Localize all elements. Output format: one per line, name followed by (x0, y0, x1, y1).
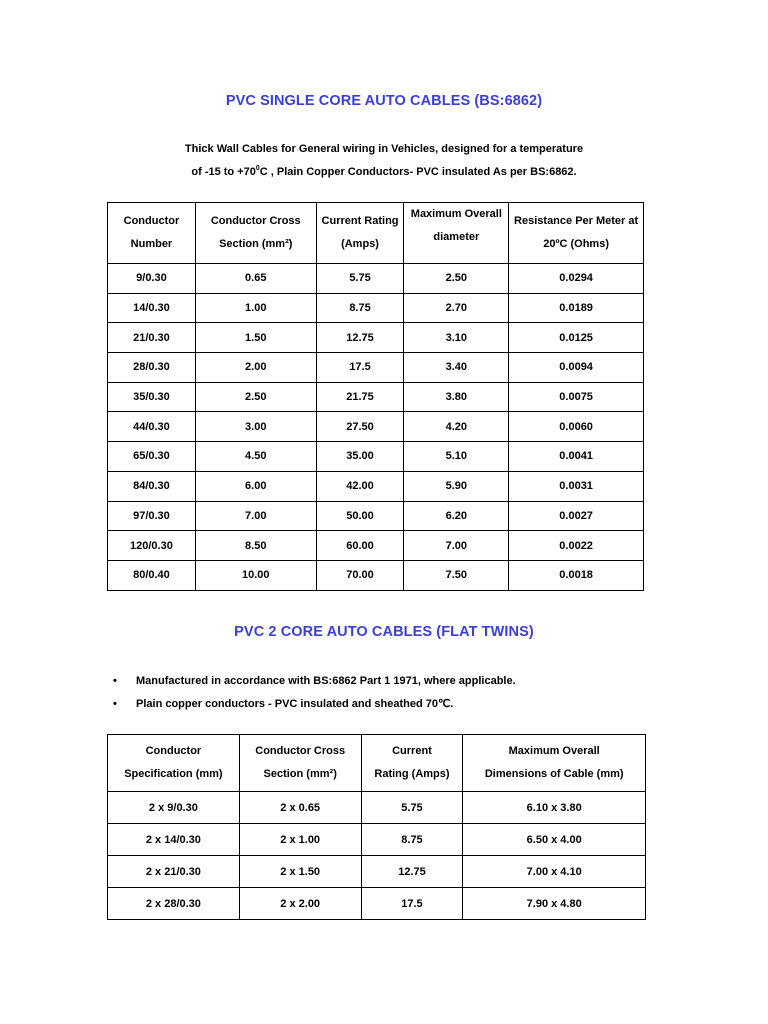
table-row (108, 382, 644, 412)
table-cell: 3.80 (404, 382, 509, 412)
list-item: • Plain copper conductors - PVC insulated and sheathed 70℃. (113, 698, 454, 710)
intro-text-post: C , Plain Copper Conductors- PVC insulated As per BS:6862. (259, 166, 577, 178)
table-cell: 0.0075 (509, 382, 644, 412)
table-row (108, 412, 644, 442)
section1-intro-line1: Thick Wall Cables for General wiring in Vehicles, designed for a temperature (184, 143, 584, 155)
table-cell: 28/0.30 (108, 353, 196, 383)
table-cell: 35.00 (316, 442, 404, 472)
table-cell: 5.75 (361, 792, 463, 824)
table-row (108, 501, 644, 531)
header-current-rating: Current Rating (Amps) (316, 203, 404, 264)
table-row (108, 442, 644, 472)
table-cell: 2 x 9/0.30 (108, 792, 240, 824)
table-cell: 2.50 (195, 382, 316, 412)
table-header-row (108, 735, 646, 792)
table-row (108, 353, 644, 383)
table-cell: 3.00 (195, 412, 316, 442)
header-max-dimensions: Maximum Overall Dimensions of Cable (mm) (463, 735, 646, 792)
table-cell: 120/0.30 (108, 531, 196, 561)
section2-title: PVC 2 CORE AUTO CABLES (FLAT TWINS) (234, 624, 534, 640)
table-cell: 0.0094 (509, 353, 644, 383)
table-cell: 17.5 (316, 353, 404, 383)
header-cross-section: Conductor Cross Section (mm²) (195, 203, 316, 264)
table-cell: 5.10 (404, 442, 509, 472)
table-cell: 1.50 (195, 323, 316, 353)
table-row (108, 293, 644, 323)
table-cell: 9/0.30 (108, 264, 196, 294)
table-cell: 44/0.30 (108, 412, 196, 442)
table-cell: 6.50 x 4.00 (463, 824, 646, 856)
table-row (108, 323, 644, 353)
table-header-row (108, 203, 644, 264)
header-current-rating: Current Rating (Amps) (361, 735, 463, 792)
table-row (108, 531, 644, 561)
table-cell: 17.5 (361, 888, 463, 920)
two-core-table (107, 734, 646, 920)
table-cell: 2 x 1.50 (239, 856, 361, 888)
table-cell: 2.50 (404, 264, 509, 294)
header-conductor-spec: Conductor Specification (mm) (108, 735, 240, 792)
table-cell: 4.20 (404, 412, 509, 442)
table-cell: 7.90 x 4.80 (463, 888, 646, 920)
table-cell: 7.00 (404, 531, 509, 561)
table-cell: 8.75 (361, 824, 463, 856)
table-cell: 0.0018 (509, 560, 644, 590)
section1-title: PVC SINGLE CORE AUTO CABLES (BS:6862) (225, 93, 543, 109)
table-cell: 7.50 (404, 560, 509, 590)
list-item: • Manufactured in accordance with BS:6862 Part 1 1971, where applicable. (113, 675, 516, 687)
header-resistance: Resistance Per Meter at 20ºC (Ohms) (509, 203, 644, 264)
table-row (108, 560, 644, 590)
table-cell: 8.75 (316, 293, 404, 323)
table-cell: 0.0027 (509, 501, 644, 531)
table-cell: 12.75 (361, 856, 463, 888)
table-cell: 7.00 x 4.10 (463, 856, 646, 888)
table-cell: 21.75 (316, 382, 404, 412)
table-cell: 60.00 (316, 531, 404, 561)
table-cell: 0.0022 (509, 531, 644, 561)
table-cell: 0.0060 (509, 412, 644, 442)
table-cell: 3.10 (404, 323, 509, 353)
table-cell: 2.00 (195, 353, 316, 383)
section2-bullet-list (113, 674, 516, 720)
table-cell: 2 x 0.65 (239, 792, 361, 824)
table-cell: 0.0294 (509, 264, 644, 294)
bullet-icon: • (113, 698, 117, 710)
table-cell: 27.50 (316, 412, 404, 442)
table-cell: 50.00 (316, 501, 404, 531)
table-cell: 4.50 (195, 442, 316, 472)
table-cell: 35/0.30 (108, 382, 196, 412)
table-cell: 2 x 2.00 (239, 888, 361, 920)
table-cell: 5.90 (404, 471, 509, 501)
table-cell: 6.10 x 3.80 (463, 792, 646, 824)
table-cell: 2 x 28/0.30 (108, 888, 240, 920)
table-cell: 2.70 (404, 293, 509, 323)
table-cell: 5.75 (316, 264, 404, 294)
table-cell: 12.75 (316, 323, 404, 353)
table-row (108, 888, 646, 920)
table-cell: 2 x 1.00 (239, 824, 361, 856)
table-cell: 6.20 (404, 501, 509, 531)
table-cell: 1.00 (195, 293, 316, 323)
intro-text-pre: of -15 to +70 (191, 166, 256, 178)
table-cell: 3.40 (404, 353, 509, 383)
table-row (108, 856, 646, 888)
header-max-diameter: Maximum Overall diameter (404, 203, 509, 264)
table-row (108, 264, 644, 294)
header-conductor-number: Conductor Number (108, 203, 196, 264)
table-cell: 0.0031 (509, 471, 644, 501)
table-cell: 65/0.30 (108, 442, 196, 472)
single-core-table (107, 202, 644, 591)
table-cell: 0.0125 (509, 323, 644, 353)
table-cell: 10.00 (195, 560, 316, 590)
table-cell: 0.0189 (509, 293, 644, 323)
table-cell: 6.00 (195, 471, 316, 501)
table-cell: 70.00 (316, 560, 404, 590)
intro-superscript: 0 (255, 165, 260, 172)
table-cell: 80/0.40 (108, 560, 196, 590)
table-cell: 84/0.30 (108, 471, 196, 501)
table-row (108, 471, 644, 501)
table-cell: 97/0.30 (108, 501, 196, 531)
section1-intro-line2 (0, 166, 768, 178)
table-cell: 42.00 (316, 471, 404, 501)
table-cell: 0.65 (195, 264, 316, 294)
header-cross-section: Conductor Cross Section (mm²) (239, 735, 361, 792)
table-cell: 21/0.30 (108, 323, 196, 353)
table-row (108, 824, 646, 856)
table-cell: 0.0041 (509, 442, 644, 472)
table-cell: 8.50 (195, 531, 316, 561)
table-cell: 2 x 14/0.30 (108, 824, 240, 856)
table-row (108, 792, 646, 824)
table-cell: 14/0.30 (108, 293, 196, 323)
table-cell: 2 x 21/0.30 (108, 856, 240, 888)
table-cell: 7.00 (195, 501, 316, 531)
bullet-icon: • (113, 675, 117, 687)
